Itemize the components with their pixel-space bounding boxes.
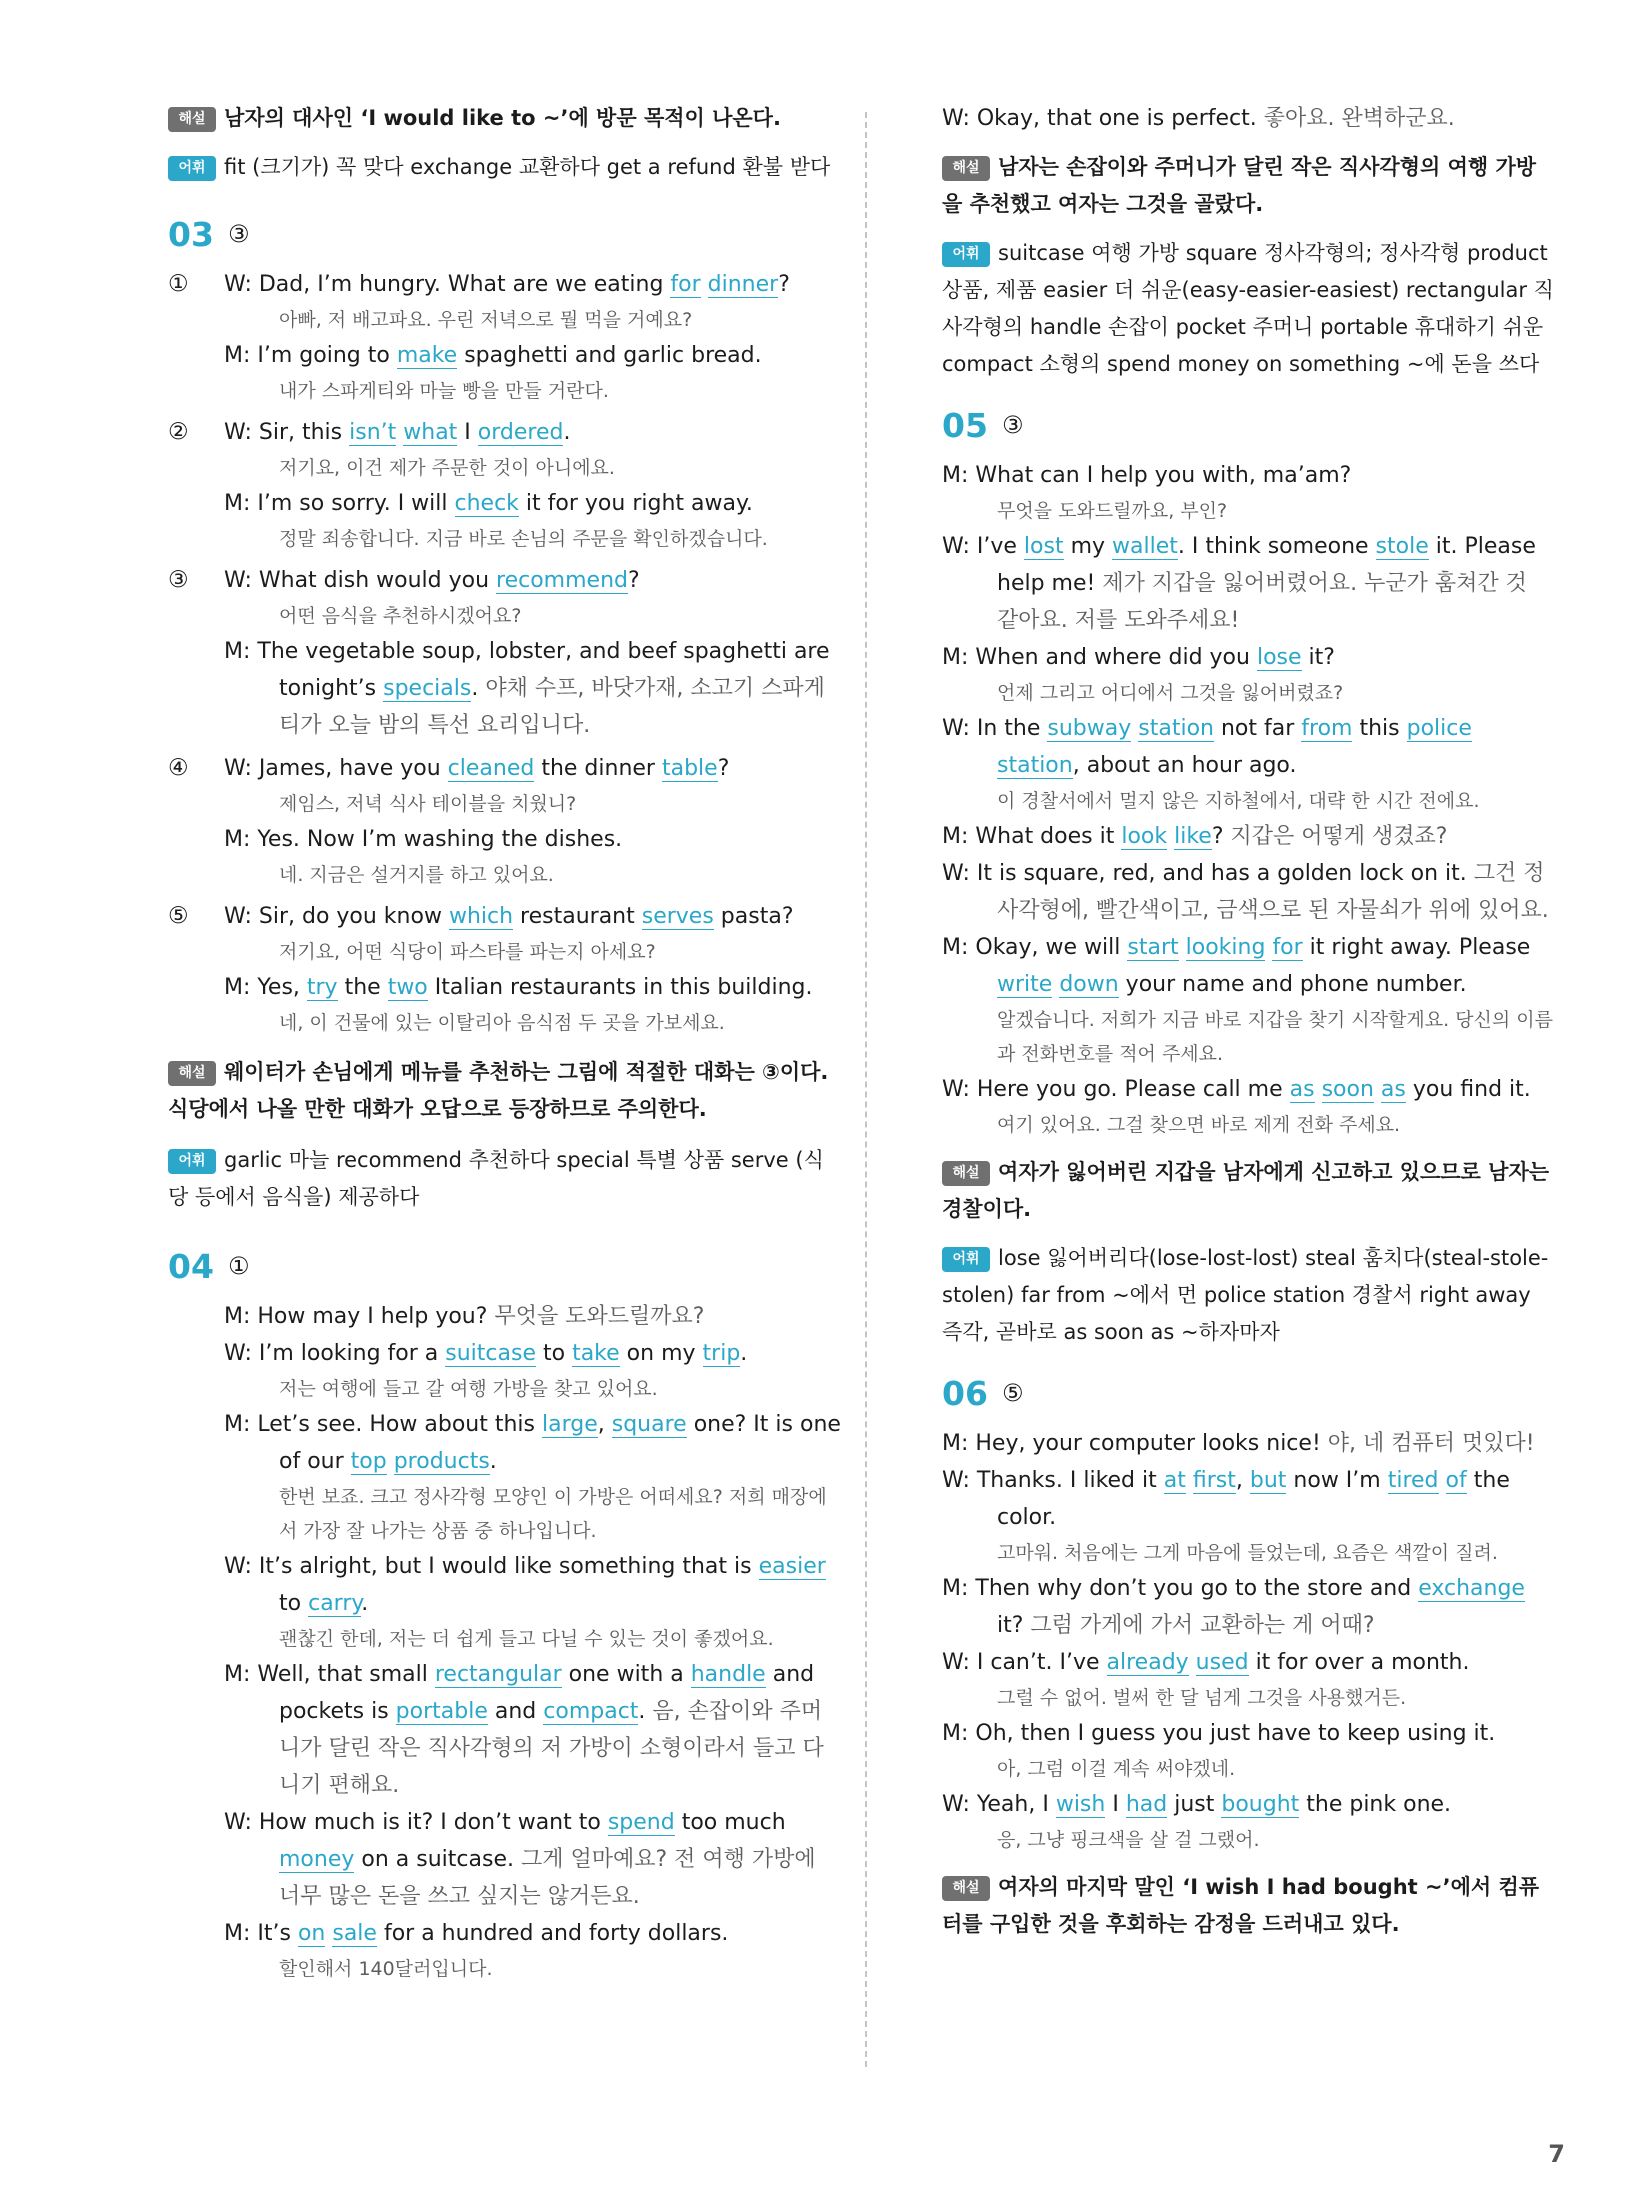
vocab-note (942, 235, 1554, 383)
line-text: W: I’ve (942, 534, 1024, 559)
dialogue-line (942, 929, 1554, 1003)
line-text: ? (717, 756, 730, 781)
line-text (701, 272, 708, 297)
blank-answer: handle (690, 1662, 766, 1687)
line-text: the dinner (534, 756, 662, 781)
blank-answer: lost (1023, 534, 1064, 559)
explanation-note (942, 149, 1554, 223)
line-text: W: James, have you (224, 756, 448, 781)
translation-inline: 그럼 가게에 가서 교환하는 게 어때? (1030, 1613, 1375, 1638)
dialogue-line (224, 414, 843, 451)
line-text: W: Okay, that one is perfect. (942, 106, 1264, 131)
line-text: M: Yes, (224, 975, 307, 1000)
line-text: I (457, 420, 478, 445)
dialogue-line (942, 100, 1554, 137)
blank-answer: as (1380, 1077, 1406, 1102)
translation-inline: 그게 얼마예요? 전 여행 가방에 너무 많은 돈을 쓰고 싶지는 않거든요. (279, 1847, 816, 1909)
line-text (1179, 935, 1186, 960)
line-text: it? (1301, 645, 1335, 670)
line-text (1189, 1650, 1196, 1675)
dialogue-line (942, 1715, 1554, 1752)
explanation-badge: 해설 (168, 1061, 216, 1086)
blank-answer: sale (332, 1921, 377, 1946)
question-header-06 (942, 1373, 1554, 1413)
blank-answer: bought (1221, 1792, 1300, 1817)
dialogue-line (224, 562, 843, 599)
blank-answer: write (997, 972, 1053, 997)
line-text: Italian restaurants in this building. (427, 975, 813, 1000)
question-header-05 (942, 405, 1554, 445)
line-text: too much (674, 1810, 786, 1835)
explanation-note (942, 1154, 1554, 1228)
dialogue-line (942, 818, 1554, 855)
dialogue-line (224, 1804, 843, 1915)
blank-answer: products (393, 1449, 490, 1474)
blank-answer: cleaned (447, 756, 535, 781)
line-text: W: In the (942, 716, 1048, 741)
dialogue-line (942, 1425, 1554, 1462)
explanation-note (942, 1869, 1554, 1943)
blank-answer: like (1174, 824, 1212, 849)
line-text: . (563, 420, 571, 445)
q04-dialogue (168, 1298, 843, 1986)
translation: 저기요, 어떤 식당이 파스타를 파는지 아세요? (279, 941, 656, 963)
dialogue-line (942, 639, 1554, 676)
column-divider (865, 112, 867, 2067)
translation-inline: 제가 지갑을 잃어버렸어요. 누군가 훔쳐간 것 같아요. 저를 도와주세요! (997, 571, 1527, 633)
line-text: just (1167, 1792, 1222, 1817)
explanation-text: 웨이터가 손님에게 메뉴를 추천하는 그림에 적절한 대화는 ③이다. 식당에서 나올 만한 대화가 오답으로 등장하므로 주의한다. (168, 1060, 829, 1121)
question-number: 06 (942, 1373, 988, 1413)
blank-answer: start (1127, 935, 1179, 960)
blank-answer: spend (607, 1810, 675, 1835)
line-text: I (1105, 1792, 1126, 1817)
dialogue-line (224, 1915, 843, 1952)
blank-answer: for (670, 272, 701, 297)
vocab-note (168, 1142, 843, 1216)
vocab-note (168, 149, 843, 186)
line-text: one? It is one of our (279, 1412, 841, 1474)
blank-answer: money (279, 1847, 355, 1872)
translation: 무엇을 도와드릴까요, 부인? (997, 500, 1228, 522)
dialogue-item (168, 750, 843, 892)
translation: 괜찮긴 한데, 저는 더 쉽게 들고 다닐 수 있는 것이 좋겠어요. (279, 1628, 774, 1650)
line-text: W: Yeah, I (942, 1792, 1056, 1817)
question-header-03 (168, 214, 843, 254)
right-column (942, 100, 1554, 1943)
dialogue-line (224, 633, 843, 744)
line-text: M: Then why don’t you go to the store and (942, 1576, 1419, 1601)
blank-answer: of (1445, 1468, 1467, 1493)
translation: 응, 그냥 핑크색을 살 걸 그랬어. (997, 1829, 1260, 1851)
translation: 아, 그럼 이걸 계속 써야겠네. (997, 1758, 1236, 1780)
translation-inline: 야, 네 컴퓨터 멋있다! (1327, 1431, 1535, 1456)
item-number: ② (168, 419, 189, 445)
question-answer: ③ (1001, 411, 1024, 439)
blank-answer: stole (1375, 534, 1429, 559)
question-answer: ⑤ (1001, 1379, 1024, 1407)
blank-answer: police (1406, 716, 1472, 741)
blank-answer: what (403, 420, 458, 445)
dialogue-line (224, 1548, 843, 1622)
line-text: to (279, 1591, 309, 1616)
line-text: . (361, 1591, 369, 1616)
translation: 이 경찰서에서 멀지 않은 지하철에서, 대략 한 시간 전에요. (997, 790, 1480, 812)
blank-answer: check (454, 491, 519, 516)
blank-answer: had (1125, 1792, 1168, 1817)
translation: 네, 이 건물에 있는 이탈리아 음식점 두 곳을 가보세요. (279, 1012, 725, 1034)
blank-answer: easier (758, 1554, 826, 1579)
item-number: ⑤ (168, 903, 189, 929)
translation: 고마워. 처음에는 그게 마음에 들었는데, 요즘은 색깔이 질려. (997, 1542, 1498, 1564)
translation: 어떤 음식을 추천하시겠어요? (279, 605, 522, 627)
line-text: now I’m (1286, 1468, 1388, 1493)
dialogue-line (224, 1656, 843, 1804)
blank-answer: used (1195, 1650, 1249, 1675)
dialogue-line (224, 1406, 843, 1480)
q06-dialogue (942, 1425, 1554, 1857)
line-text: my (1063, 534, 1113, 559)
line-text: W: Sir, do you know (224, 904, 449, 929)
line-text (387, 1449, 394, 1474)
line-text: M: It’s (224, 1921, 298, 1946)
line-text: M: Hey, your computer looks nice! (942, 1431, 1328, 1456)
blank-answer: dinner (707, 272, 779, 297)
dialogue-line (224, 266, 843, 303)
translation: 아빠, 저 배고파요. 우린 저녁으로 뭘 먹을 거예요? (279, 309, 693, 331)
vocab-text: lose 잃어버리다(lose-lost-lost) steal 훔치다(steal-stole-stolen) far from ~에서 먼 police station 경찰서 right away 즉각, 곧바로 as soon as ~하자마자 (942, 1246, 1549, 1344)
line-text: M: When and where did you (942, 645, 1257, 670)
line-text: on my (619, 1341, 703, 1366)
translation: 제임스, 저녁 식사 테이블을 치웠니? (279, 793, 577, 815)
blank-answer: from (1301, 716, 1353, 741)
blank-answer: lose (1256, 645, 1302, 670)
blank-answer: portable (395, 1699, 488, 1724)
translation: 여기 있어요. 그걸 찾으면 바로 제게 전화 주세요. (997, 1114, 1401, 1136)
line-text: on a suitcase. (354, 1847, 521, 1872)
page-number: 7 (1548, 2140, 1565, 2168)
line-text: M: Well, that small (224, 1662, 435, 1687)
blank-answer: recommend (496, 568, 628, 593)
blank-answer: serves (641, 904, 714, 929)
blank-answer: ordered (477, 420, 564, 445)
line-text: M: Okay, we will (942, 935, 1128, 960)
explanation-text: 남자의 대사인 ‘I would like to ~’에 방문 목적이 나온다. (224, 106, 781, 130)
line-text: W: I’m looking for a (224, 1341, 446, 1366)
q05-dialogue (942, 457, 1554, 1142)
line-text: and pockets is (279, 1662, 815, 1724)
dialogue-line (942, 710, 1554, 784)
line-text: M: The vegetable soup, lobster, and beef spaghetti are tonight’s (224, 639, 830, 701)
blank-answer: look (1121, 824, 1168, 849)
translation: 저기요, 이건 제가 주문한 것이 아니에요. (279, 457, 615, 479)
line-text: , (1235, 1468, 1250, 1493)
line-text: W: Here you go. Please call me (942, 1077, 1290, 1102)
dialogue-line (224, 1335, 843, 1372)
line-text: M: What does it (942, 824, 1122, 849)
translation: 할인해서 140달러입니다. (279, 1958, 493, 1980)
line-text: to (536, 1341, 573, 1366)
vocab-text: garlic 마늘 recommend 추천하다 special 특별 상품 serve (식당 등에서 음식을) 제공하다 (168, 1148, 824, 1209)
line-text: ? (778, 272, 790, 297)
blank-answer: two (387, 975, 428, 1000)
line-text: the (337, 975, 388, 1000)
question-number: 04 (168, 1246, 214, 1286)
dialogue-item (168, 898, 843, 1040)
blank-answer: try (306, 975, 338, 1000)
blank-answer: wallet (1112, 534, 1178, 559)
translation-inline: 그건 정사각형에, 빨간색이고, 금색으로 된 자물쇠가 위에 있어요. (997, 861, 1549, 923)
line-text: W: It is square, red, and has a golden lock on it. (942, 861, 1474, 886)
translation: 한번 보죠. 크고 정사각형 모양인 이 가방은 어떠세요? 저희 매장에서 가장 잘 나가는 상품 중 하나입니다. (279, 1486, 827, 1542)
translation-inline: 야채 수프, 바닷가재, 소고기 스파게티가 오늘 밤의 특선 요리입니다. (279, 676, 825, 738)
blank-answer: square (611, 1412, 687, 1437)
blank-answer: trip (702, 1341, 741, 1366)
dialogue-line (942, 528, 1554, 639)
blank-answer: at (1163, 1468, 1186, 1493)
blank-answer: exchange (1418, 1576, 1525, 1601)
dialogue-line (942, 1786, 1554, 1823)
line-text: M: I’m so sorry. I will (224, 491, 455, 516)
question-answer: ③ (227, 220, 250, 248)
dialogue-line (224, 750, 843, 787)
blank-answer: take (572, 1341, 620, 1366)
line-text: this (1352, 716, 1407, 741)
translation: 알겠습니다. 저희가 지금 바로 지갑을 찾기 시작할게요. 당신의 이름과 전화번호를 적어 주세요. (997, 1009, 1553, 1065)
line-text: . (471, 676, 486, 701)
line-text (1186, 1468, 1193, 1493)
dialogue-line (942, 457, 1554, 494)
line-text: W: How much is it? I don’t want to (224, 1810, 608, 1835)
question-header-04 (168, 1246, 843, 1286)
blank-answer: which (448, 904, 514, 929)
translation-inline: 지갑은 어떻게 생겼죠? (1230, 824, 1448, 849)
translation: 저는 여행에 들고 갈 여행 가방을 찾고 있어요. (279, 1378, 658, 1400)
vocab-badge: 어휘 (168, 156, 216, 181)
line-text: W: Dad, I’m hungry. What are we eating (224, 272, 671, 297)
line-text: it for you right away. (518, 491, 753, 516)
line-text: ? (628, 568, 640, 593)
blank-answer: top (350, 1449, 387, 1474)
vocab-badge: 어휘 (168, 1149, 216, 1174)
blank-answer: large (541, 1412, 598, 1437)
translation: 그럴 수 없어. 벌써 한 달 넘게 그것을 사용했거든. (997, 1687, 1407, 1709)
line-text: restaurant (513, 904, 642, 929)
translation: 정말 죄송합니다. 지금 바로 손님의 주문을 확인하겠습니다. (279, 528, 768, 550)
translation: 언제 그리고 어디에서 그것을 잃어버렸죠? (997, 682, 1344, 704)
blank-answer: compact (543, 1699, 639, 1724)
q04-dialogue-continued (942, 100, 1554, 137)
dialogue-line (224, 898, 843, 935)
line-text: . (638, 1699, 653, 1724)
dialogue-line (224, 485, 843, 522)
line-text: , about an hour ago. (1072, 753, 1297, 778)
blank-answer: make (396, 343, 458, 368)
blank-answer: station (1138, 716, 1214, 741)
item-number: ④ (168, 755, 189, 781)
vocab-badge: 어휘 (942, 242, 990, 267)
explanation-badge: 해설 (942, 156, 990, 181)
question-number: 05 (942, 405, 988, 445)
blank-answer: isn’t (349, 420, 397, 445)
line-text: it. Please help me! (997, 534, 1536, 596)
blank-answer: station (997, 753, 1073, 778)
dialogue-line (224, 969, 843, 1006)
explanation-text: 여자가 잃어버린 지갑을 남자에게 신고하고 있으므로 남자는 경찰이다. (942, 1160, 1550, 1221)
line-text: not far (1214, 716, 1302, 741)
q03-dialogues (168, 266, 843, 1040)
vocab-note (942, 1240, 1554, 1351)
blank-answer: table (661, 756, 718, 781)
blank-answer: rectangular (434, 1662, 562, 1687)
item-number: ① (168, 271, 189, 297)
dialogue-line (942, 1462, 1554, 1536)
dialogue-line (224, 337, 843, 374)
line-text: it? (997, 1613, 1031, 1638)
line-text: W: Sir, this (224, 420, 350, 445)
line-text: the pink one. (1299, 1792, 1452, 1817)
explanation-badge: 해설 (942, 1161, 990, 1186)
explanation-note (168, 1054, 843, 1128)
line-text: M: How may I help you? (224, 1304, 495, 1329)
left-column (168, 100, 843, 1986)
blank-answer: for (1272, 935, 1303, 960)
dialogue-line (942, 1570, 1554, 1644)
blank-answer: looking (1185, 935, 1266, 960)
vocab-text: fit (크기가) 꼭 맞다 exchange 교환하다 get a refund 환불 받다 (224, 155, 831, 179)
line-text: it right away. Please (1302, 935, 1531, 960)
blank-answer: tired (1387, 1468, 1439, 1493)
line-text: the color. (997, 1468, 1510, 1530)
dialogue-line (942, 1071, 1554, 1108)
blank-answer: subway (1047, 716, 1132, 741)
question-answer: ① (227, 1252, 250, 1280)
explanation-text: 남자는 손잡이와 주머니가 달린 작은 직사각형의 여행 가방을 추천했고 여자는 그것을 골랐다. (942, 155, 1537, 216)
translation-inline: 무엇을 도와드릴까요? (494, 1304, 705, 1329)
explanation-text: 여자의 마지막 말인 ‘I wish I had bought ~’에서 컴퓨터를 구입한 것을 후회하는 감정을 드러내고 있다. (942, 1875, 1540, 1936)
translation-inline: 좋아요. 완벽하군요. (1263, 106, 1455, 131)
line-text: . (740, 1341, 748, 1366)
line-text: one with a (561, 1662, 691, 1687)
line-text: W: I can’t. I’ve (942, 1650, 1107, 1675)
blank-answer: on (297, 1921, 326, 1946)
line-text (1315, 1077, 1322, 1102)
item-number: ③ (168, 567, 189, 593)
dialogue-line (224, 1298, 843, 1335)
dialogue-line (942, 1644, 1554, 1681)
translation: 네. 지금은 설거지를 하고 있어요. (279, 864, 554, 886)
line-text: you find it. (1405, 1077, 1531, 1102)
dialogue-item (168, 266, 843, 408)
line-text: spaghetti and garlic bread. (457, 343, 762, 368)
blank-answer: down (1059, 972, 1119, 997)
blank-answer: as (1289, 1077, 1315, 1102)
explanation-note (168, 100, 843, 137)
dialogue-line (224, 821, 843, 858)
line-text: M: What can I help you with, ma’am? (942, 463, 1352, 488)
line-text: M: I’m going to (224, 343, 397, 368)
blank-answer: but (1249, 1468, 1287, 1493)
line-text: M: Yes. Now I’m washing the dishes. (224, 827, 623, 852)
blank-answer: soon (1321, 1077, 1374, 1102)
vocab-badge: 어휘 (942, 1247, 990, 1272)
line-text: and (487, 1699, 544, 1724)
explanation-badge: 해설 (168, 107, 216, 132)
dialogue-item (168, 414, 843, 556)
line-text: M: Let’s see. How about this (224, 1412, 542, 1437)
line-text: . (489, 1449, 497, 1474)
translation: 내가 스파게티와 마늘 빵을 만들 거란다. (279, 380, 609, 402)
dialogue-line (942, 855, 1554, 929)
line-text: . I think someone (1177, 534, 1376, 559)
blank-answer: already (1106, 1650, 1189, 1675)
line-text: ? (1211, 824, 1231, 849)
line-text: it for over a month. (1248, 1650, 1470, 1675)
line-text (1374, 1077, 1381, 1102)
line-text: W: Thanks. I liked it (942, 1468, 1164, 1493)
line-text: pasta? (713, 904, 794, 929)
line-text: , (597, 1412, 612, 1437)
question-number: 03 (168, 214, 214, 254)
line-text: W: What dish would you (224, 568, 497, 593)
line-text (1439, 1468, 1446, 1493)
blank-answer: wish (1055, 1792, 1106, 1817)
line-text: M: Oh, then I guess you just have to keep using it. (942, 1721, 1496, 1746)
vocab-text: suitcase 여행 가방 square 정사각형의; 정사각형 product 상품, 제품 easier 더 쉬운(easy-easier-easiest) rectangular 직사각형의 handle 손잡이 pocket 주머니 portable 휴대하기 쉬운 compact 소형의 spend money on something ~에 돈을 쓰다 (942, 241, 1554, 376)
blank-answer: carry (308, 1591, 362, 1616)
line-text: for a hundred and forty dollars. (376, 1921, 729, 1946)
blank-answer: first (1192, 1468, 1236, 1493)
line-text: W: It’s alright, but I would like something that is (224, 1554, 759, 1579)
blank-answer: specials (383, 676, 472, 701)
blank-answer: suitcase (445, 1341, 536, 1366)
line-text: your name and phone number. (1118, 972, 1467, 997)
explanation-badge: 해설 (942, 1876, 990, 1901)
dialogue-item (168, 562, 843, 744)
translation-inline: 음, 손잡이와 주머니가 달린 작은 직사각형의 저 가방이 소형이라서 들고 다니기 편해요. (279, 1699, 824, 1798)
